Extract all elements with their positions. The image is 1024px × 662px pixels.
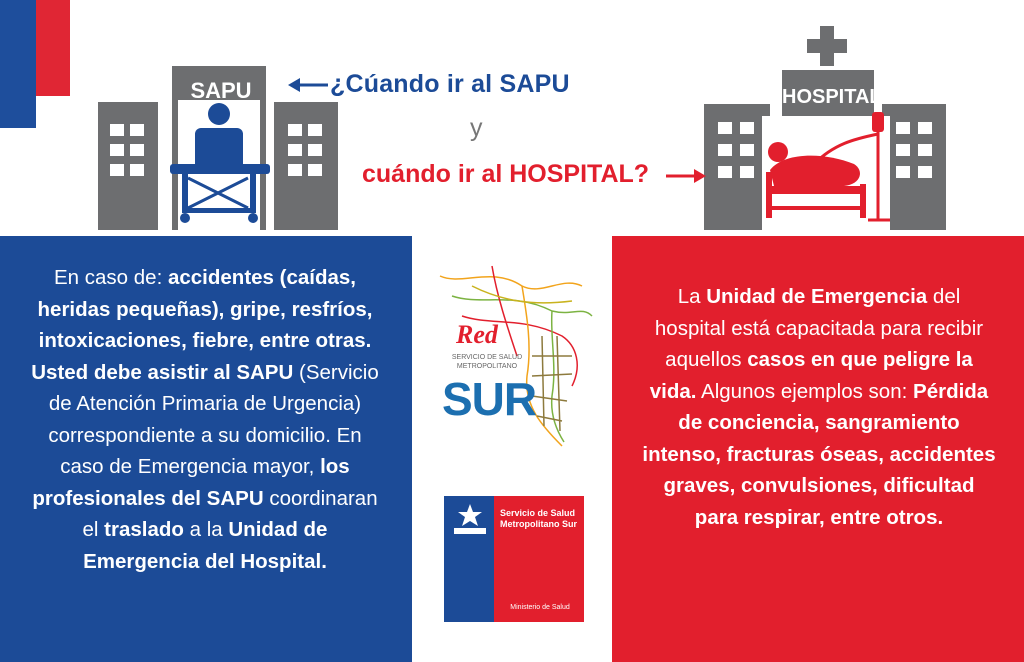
- logo-flag-blue-lower: [444, 544, 494, 622]
- flag-stripe-blue: [0, 0, 36, 128]
- logo-service-line2: METROPOLITANO: [456, 363, 518, 370]
- sapu-panel-text: [26, 262, 384, 577]
- heading-question-hospital: cuándo ir al HOSPITAL?: [362, 160, 650, 188]
- sapu-text-2: accidentes (caídas, heridas pequeñas), gripe, resfríos, intoxicaciones, fiebre, entre otras. Usted debe asistir al SAPU: [31, 266, 373, 384]
- sapu-text-1: En caso de:: [54, 266, 168, 289]
- heading-connector: y: [470, 114, 483, 142]
- logo-red-word: Red: [456, 320, 498, 349]
- sapu-text-4: los profesionales del SAPU: [32, 455, 350, 510]
- heading-question-sapu: ¿Cúando ir al SAPU: [330, 70, 570, 98]
- sapu-text-8: Unidad de Emergencia del Hospital.: [83, 518, 328, 573]
- arrow-right-icon: [666, 168, 706, 184]
- ministry-logo: [444, 496, 584, 622]
- red-sur-logo: [432, 256, 600, 452]
- hospital-text-3: del hospital está capacitada para recibir aquellos: [654, 285, 984, 371]
- hospital-panel-text: [640, 281, 998, 533]
- logo-service-name-2: Metropolitano Sur: [500, 519, 577, 529]
- arrow-left-icon: [288, 77, 328, 93]
- logo-service-name-1: Servicio de Salud: [500, 508, 576, 518]
- logo-sur-word: SUR: [442, 373, 537, 425]
- sapu-sign: SAPU: [190, 78, 252, 103]
- flag-stripe-red: [36, 0, 70, 96]
- hospital-text-2: Unidad de Emergencia: [706, 285, 928, 308]
- logo-ministry-name: Ministerio de Salud: [510, 604, 570, 611]
- hospital-building-icon: [704, 24, 948, 232]
- sapu-text-5: coordinaran el: [82, 486, 378, 541]
- sapu-text-6: traslado: [104, 518, 184, 541]
- sapu-text-3: (Servicio de Atención Primaria de Urgencia) correspondiente a su domicilio. En caso de Emergencia mayor,: [48, 360, 379, 478]
- hospital-text-4: casos en que peligre la vida.: [649, 348, 973, 403]
- hospital-sign: HOSPITAL: [782, 86, 882, 108]
- coat-of-arms-icon: [450, 502, 490, 538]
- logo-service-line1: SERVICIO DE SALUD: [451, 354, 523, 361]
- hospital-text-1: La: [677, 285, 707, 308]
- hospital-text-6: Pérdida de conciencia, sangramiento intenso, fracturas óseas, accidentes graves, convulsiones, dificultad para respirar, entre otros.: [642, 379, 996, 529]
- sapu-text-7: a la: [183, 518, 229, 541]
- hospital-text-5: Algunos ejemplos son:: [696, 379, 914, 403]
